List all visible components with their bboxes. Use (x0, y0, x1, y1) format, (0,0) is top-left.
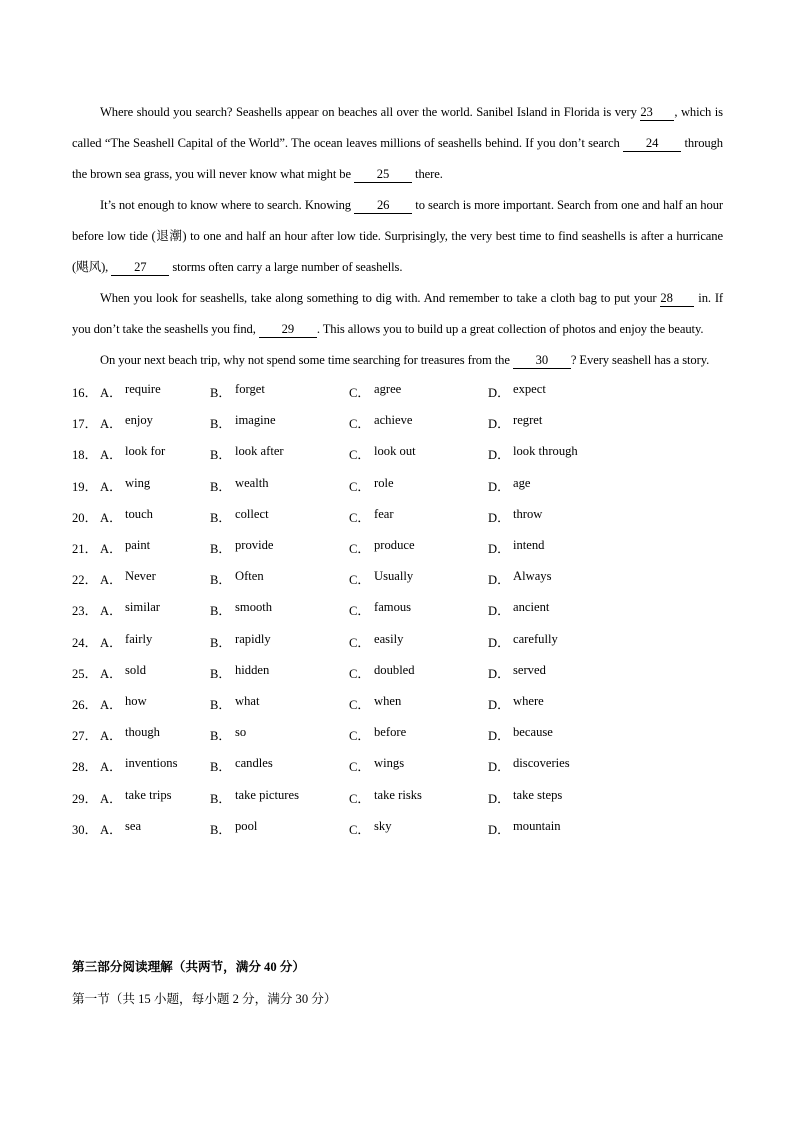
text: ? Every seashell has a story. (570, 353, 710, 367)
option-text: before (374, 725, 407, 740)
option-text: carefully (513, 631, 558, 646)
option-b (210, 725, 349, 744)
option-text: mountain (513, 818, 561, 833)
option-letter: A． (100, 666, 122, 681)
option-letter: D． (488, 822, 510, 837)
option-c (349, 382, 488, 401)
option-text: take trips (125, 787, 172, 802)
option-letter: C． (349, 697, 370, 712)
option-b (210, 756, 349, 775)
option-b (210, 788, 349, 807)
option-letter: C． (349, 386, 370, 401)
option-text: what (235, 693, 260, 708)
option-text: easily (374, 631, 404, 646)
option-letter: C． (349, 510, 370, 525)
option-letter: A． (100, 448, 122, 463)
option-a (100, 382, 210, 401)
option-text: achieve (374, 413, 413, 428)
option-text: sea (125, 818, 142, 833)
option-letter: D． (488, 386, 510, 401)
text: On your next beach trip, why not spend some time searching for treasures from the (100, 353, 513, 367)
option-text: take risks (374, 787, 422, 802)
blank-30: 30 (513, 353, 571, 369)
option-c (349, 756, 488, 775)
option-letter: D． (488, 479, 510, 494)
question-number: 21． (72, 542, 98, 557)
option-letter: B． (210, 510, 231, 525)
option-text: inventions (125, 756, 178, 771)
option-text: Usually (374, 569, 414, 584)
option-letter: C． (349, 729, 370, 744)
question-row (72, 563, 723, 594)
option-letter: A． (100, 386, 122, 401)
question-number: 29． (72, 791, 98, 806)
question-row (72, 813, 723, 844)
option-text: sky (374, 818, 392, 833)
question-row (72, 470, 723, 501)
blank-28: 28 (660, 291, 694, 307)
option-letter: D． (488, 417, 510, 432)
option-text: role (374, 475, 394, 490)
option-letter: B． (210, 760, 231, 775)
question-number: 18． (72, 448, 98, 463)
option-text: touch (125, 506, 153, 521)
option-letter: A． (100, 791, 122, 806)
option-b (210, 694, 349, 713)
option-letter: D． (488, 760, 510, 775)
option-c (349, 694, 488, 713)
option-b (210, 507, 349, 526)
option-text: Often (235, 569, 264, 584)
option-letter: A． (100, 542, 122, 557)
option-text: agree (374, 382, 402, 397)
option-a (100, 476, 210, 495)
option-text: throw (513, 506, 543, 521)
option-a (100, 632, 210, 651)
option-letter: A． (100, 573, 122, 588)
option-d (488, 819, 627, 838)
option-text: hidden (235, 662, 270, 677)
option-c (349, 600, 488, 619)
option-letter: D． (488, 604, 510, 619)
text: there. (412, 167, 443, 181)
option-letter: A． (100, 635, 122, 650)
option-a (100, 788, 210, 807)
option-letter: B． (210, 635, 231, 650)
option-letter: D． (488, 697, 510, 712)
option-letter: D． (488, 729, 510, 744)
question-number: 27． (72, 729, 98, 744)
question-number: 26． (72, 697, 98, 712)
option-text: Never (125, 569, 156, 584)
option-b (210, 538, 349, 557)
option-d (488, 444, 627, 463)
text: to search is more important. Search from one and half an hour before low tide (退潮) to one and half an hour after low tide. Surprisingly, the very best time to find seashells is after a hurricane (飓风), (72, 198, 723, 274)
option-text: produce (374, 538, 415, 553)
option-letter: B． (210, 822, 231, 837)
paragraph-4 (72, 345, 723, 376)
option-text: age (513, 475, 531, 490)
option-text: ancient (513, 600, 550, 615)
option-letter: C． (349, 791, 370, 806)
option-d (488, 569, 627, 588)
option-b (210, 444, 349, 463)
option-text: fear (374, 506, 394, 521)
question-number: 28． (72, 760, 98, 775)
question-number: 16． (72, 386, 98, 401)
option-letter: A． (100, 604, 122, 619)
option-letter: B． (210, 729, 231, 744)
option-c (349, 725, 488, 744)
option-letter: A． (100, 479, 122, 494)
question-row (72, 438, 723, 469)
option-c (349, 507, 488, 526)
option-letter: B． (210, 666, 231, 681)
option-a (100, 569, 210, 588)
option-c (349, 632, 488, 651)
option-d (488, 600, 627, 619)
cloze-passage (72, 97, 723, 844)
option-letter: D． (488, 635, 510, 650)
option-letter: C． (349, 417, 370, 432)
option-d (488, 632, 627, 651)
option-letter: B． (210, 448, 231, 463)
option-letter: D． (488, 542, 510, 557)
options-list (72, 376, 723, 844)
option-text: look out (374, 444, 416, 459)
option-text: when (374, 693, 402, 708)
option-a (100, 600, 210, 619)
option-letter: D． (488, 666, 510, 681)
option-letter: A． (100, 417, 122, 432)
question-row (72, 688, 723, 719)
option-b (210, 413, 349, 432)
option-letter: B． (210, 417, 231, 432)
option-text: regret (513, 413, 543, 428)
option-letter: D． (488, 448, 510, 463)
option-text: expect (513, 382, 546, 397)
option-letter: B． (210, 697, 231, 712)
question-row (72, 657, 723, 688)
question-row (72, 594, 723, 625)
question-row (72, 750, 723, 781)
option-a (100, 819, 210, 838)
option-d (488, 382, 627, 401)
option-text: paint (125, 538, 151, 553)
option-text: take steps (513, 787, 563, 802)
option-c (349, 663, 488, 682)
blank-29: 29 (259, 322, 317, 338)
option-text: enjoy (125, 413, 153, 428)
option-a (100, 756, 210, 775)
option-letter: C． (349, 448, 370, 463)
option-letter: A． (100, 822, 122, 837)
blank-26: 26 (354, 198, 412, 214)
option-text: Always (513, 569, 552, 584)
option-text: wing (125, 475, 151, 490)
text: through the brown sea grass, you will never know what might be (72, 136, 723, 181)
option-letter: D． (488, 791, 510, 806)
option-text: doubled (374, 662, 415, 677)
question-number: 20． (72, 510, 98, 525)
option-a (100, 538, 210, 557)
option-b (210, 663, 349, 682)
option-letter: A． (100, 729, 122, 744)
option-letter: B． (210, 386, 231, 401)
option-c (349, 444, 488, 463)
option-c (349, 819, 488, 838)
option-letter: C． (349, 635, 370, 650)
option-a (100, 413, 210, 432)
option-a (100, 507, 210, 526)
question-number: 22． (72, 573, 98, 588)
option-d (488, 725, 627, 744)
text: storms often carry a large number of seashells. (169, 260, 403, 274)
paragraph-3 (72, 283, 723, 345)
blank-24: 24 (623, 136, 681, 152)
option-c (349, 476, 488, 495)
option-d (488, 788, 627, 807)
section-title: 第三部分阅读理解（共两节，满分 40 分） (72, 960, 305, 974)
blank-25: 25 (354, 167, 412, 183)
text: It’s not enough to know where to search. Knowing (100, 198, 355, 212)
question-number: 17． (72, 417, 98, 432)
option-text: look through (513, 444, 578, 459)
question-row (72, 376, 723, 407)
option-d (488, 476, 627, 495)
option-text: though (125, 725, 160, 740)
option-text: wealth (235, 475, 269, 490)
option-letter: B． (210, 573, 231, 588)
option-c (349, 413, 488, 432)
question-row (72, 407, 723, 438)
option-d (488, 413, 627, 432)
option-letter: B． (210, 791, 231, 806)
option-letter: D． (488, 510, 510, 525)
option-letter: D． (488, 573, 510, 588)
option-b (210, 569, 349, 588)
text: in. If you don’t take the seashells you find, (72, 291, 724, 336)
option-text: served (513, 662, 546, 677)
option-text: take pictures (235, 787, 299, 802)
option-a (100, 663, 210, 682)
question-number: 25． (72, 666, 98, 681)
option-letter: C． (349, 604, 370, 619)
option-letter: A． (100, 760, 122, 775)
paragraph-2 (72, 190, 723, 283)
option-d (488, 663, 627, 682)
option-letter: A． (100, 697, 122, 712)
option-text: candles (235, 756, 273, 771)
question-row (72, 626, 723, 657)
option-letter: B． (210, 604, 231, 619)
option-text: because (513, 725, 553, 740)
question-row (72, 781, 723, 812)
option-text: sold (125, 662, 146, 677)
option-text: smooth (235, 600, 273, 615)
option-a (100, 694, 210, 713)
option-text: look after (235, 444, 284, 459)
option-text: so (235, 725, 247, 740)
option-letter: A． (100, 510, 122, 525)
section-subtitle: 第一节（共 15 小题，每小题 2 分，满分 30 分） (72, 992, 337, 1006)
question-row (72, 501, 723, 532)
option-b (210, 476, 349, 495)
option-letter: C． (349, 573, 370, 588)
question-number: 23． (72, 604, 98, 619)
option-text: pool (235, 818, 258, 833)
option-b (210, 632, 349, 651)
option-text: intend (513, 538, 545, 553)
option-text: collect (235, 506, 269, 521)
blank-23: 23 (640, 105, 674, 121)
option-text: rapidly (235, 631, 271, 646)
option-d (488, 694, 627, 713)
option-a (100, 444, 210, 463)
option-text: discoveries (513, 756, 570, 771)
option-letter: C． (349, 822, 370, 837)
paragraph-1 (72, 97, 723, 190)
option-d (488, 538, 627, 557)
option-b (210, 600, 349, 619)
option-letter: B． (210, 479, 231, 494)
question-number: 30． (72, 822, 98, 837)
option-b (210, 819, 349, 838)
option-c (349, 569, 488, 588)
option-text: provide (235, 538, 274, 553)
option-text: forget (235, 382, 265, 397)
option-letter: C． (349, 542, 370, 557)
option-text: how (125, 693, 147, 708)
option-text: require (125, 382, 161, 397)
option-text: wings (374, 756, 405, 771)
option-text: similar (125, 600, 160, 615)
option-c (349, 788, 488, 807)
option-d (488, 507, 627, 526)
question-row (72, 719, 723, 750)
text: Where should you search? Seashells appear on beaches all over the world. Sanibel Island in Florida is very (100, 105, 641, 119)
option-d (488, 756, 627, 775)
question-row (72, 532, 723, 563)
option-text: famous (374, 600, 412, 615)
option-c (349, 538, 488, 557)
option-text: imagine (235, 413, 276, 428)
option-a (100, 725, 210, 744)
text: , which is called “The Seashell Capital of the World”. The ocean leaves millions of seashells behind. If you don’t search (72, 105, 723, 150)
option-letter: C． (349, 479, 370, 494)
text: . This allows you to build up a great collection of photos and enjoy the beauty. (316, 322, 704, 336)
option-b (210, 382, 349, 401)
question-number: 24． (72, 635, 98, 650)
blank-27: 27 (111, 260, 169, 276)
option-text: look for (125, 444, 166, 459)
question-number: 19． (72, 479, 98, 494)
text: When you look for seashells, take along something to dig with. And remember to take a cloth bag to put your (100, 291, 661, 305)
option-text: where (513, 693, 544, 708)
option-letter: C． (349, 760, 370, 775)
option-letter: C． (349, 666, 370, 681)
option-letter: B． (210, 542, 231, 557)
option-text: fairly (125, 631, 153, 646)
